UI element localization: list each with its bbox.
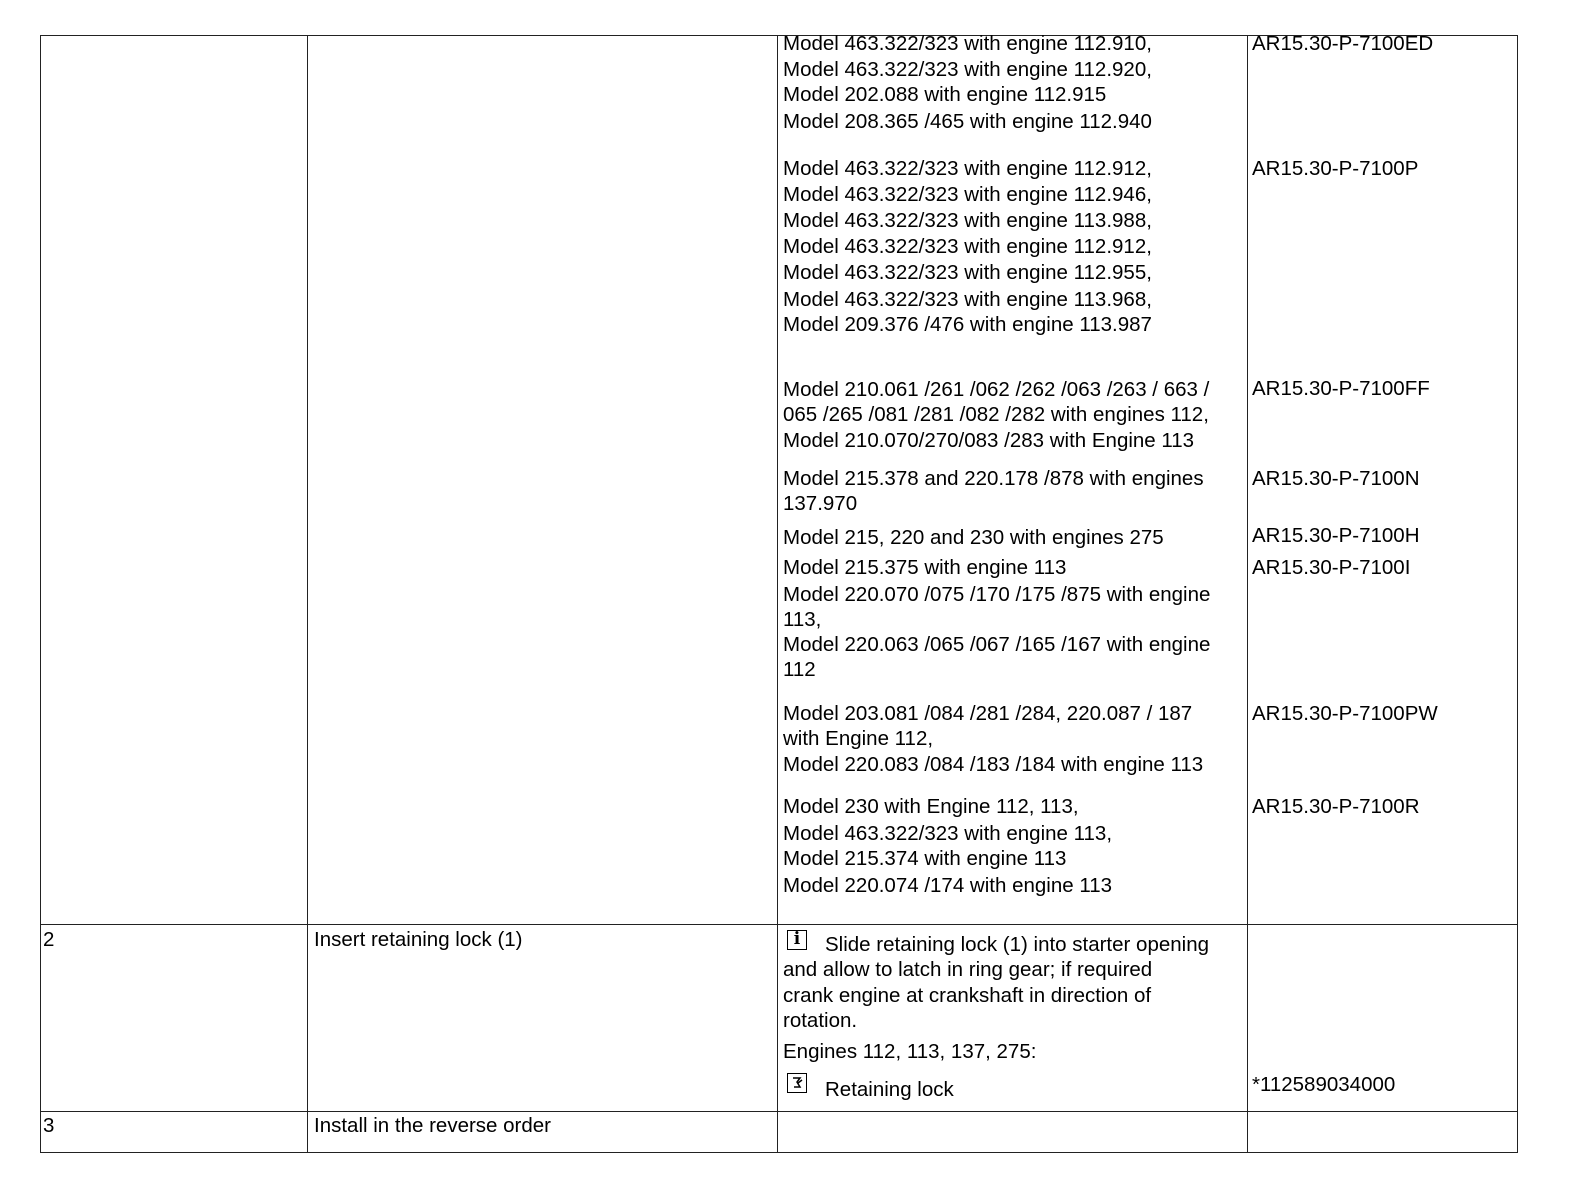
table-border-left [40, 35, 41, 1153]
model-line: with Engine 112, [783, 727, 934, 750]
model-line: Model 210.061 /261 /062 /262 /063 /263 / 663 / [783, 378, 1210, 401]
tool-label: Retaining lock [825, 1078, 954, 1101]
tool-part-number: *112589034000 [1252, 1073, 1396, 1096]
model-line: Model 220.063 /065 /067 /165 /167 with engine [783, 633, 1211, 656]
model-line: Model 215.374 with engine 113 [783, 847, 1067, 870]
table-border-bottom [40, 1152, 1518, 1153]
model-line: 137.970 [783, 492, 858, 515]
document-reference: AR15.30-P-7100I [1252, 556, 1411, 579]
row-divider [40, 1111, 1518, 1112]
note-line: Slide retaining lock (1) into starter opening [825, 933, 1210, 956]
note-line: and allow to latch in ring gear; if required [783, 958, 1153, 981]
row-divider [40, 924, 1518, 925]
model-line: Model 215.375 with engine 113 [783, 556, 1067, 579]
model-line: Model 463.322/323 with engine 112.910, [783, 32, 1152, 55]
model-line: Model 210.070/270/083 /283 with Engine 113 [783, 429, 1195, 452]
procedure-table [40, 35, 1518, 1153]
model-line: Model 220.074 /174 with engine 113 [783, 874, 1113, 897]
document-reference: AR15.30-P-7100P [1252, 157, 1419, 180]
model-line: Model 215.378 and 220.178 /878 with engines [783, 467, 1204, 490]
step-action: Install in the reverse order [314, 1114, 552, 1137]
document-reference: AR15.30-P-7100N [1252, 467, 1420, 490]
model-line: 112 [783, 658, 816, 681]
model-line: 065 /265 /081 /281 /082 /282 with engines 112, [783, 403, 1209, 426]
model-line: Model 463.322/323 with engine 113.988, [783, 209, 1152, 232]
model-line: Model 209.376 /476 with engine 113.987 [783, 313, 1152, 336]
wrench-glyph [789, 1074, 806, 1091]
column-divider [1247, 35, 1248, 1153]
model-line: 113, [783, 608, 822, 631]
model-line: Model 220.083 /084 /183 /184 with engine 113 [783, 753, 1204, 776]
model-line: Model 208.365 /465 with engine 112.940 [783, 110, 1152, 133]
document-reference: AR15.30-P-7100ED [1252, 32, 1434, 55]
model-line: Model 463.322/323 with engine 112.946, [783, 183, 1152, 206]
model-line: Model 463.322/323 with engine 112.912, [783, 157, 1152, 180]
model-line: Model 203.081 /084 /281 /284, 220.087 / 187 [783, 702, 1193, 725]
info-icon: i [787, 930, 807, 950]
model-line: Model 220.070 /075 /170 /175 /875 with engine [783, 583, 1211, 606]
document-reference: AR15.30-P-7100FF [1252, 377, 1430, 400]
step-number: 3 [43, 1114, 55, 1137]
engines-label: Engines 112, 113, 137, 275: [783, 1040, 1037, 1063]
model-line: Model 230 with Engine 112, 113, [783, 795, 1079, 818]
note-line: rotation. [783, 1009, 858, 1032]
column-divider [307, 35, 308, 1153]
model-line: Model 463.322/323 with engine 112.955, [783, 261, 1152, 284]
model-line: Model 463.322/323 with engine 113.968, [783, 288, 1152, 311]
step-action: Insert retaining lock (1) [314, 928, 523, 951]
table-border-right [1517, 35, 1518, 1153]
document-reference: AR15.30-P-7100H [1252, 524, 1420, 547]
step-number: 2 [43, 928, 55, 951]
model-line: Model 463.322/323 with engine 113, [783, 822, 1113, 845]
model-line: Model 215, 220 and 230 with engines 275 [783, 526, 1164, 549]
column-divider [777, 35, 778, 1153]
model-line: Model 202.088 with engine 112.915 [783, 83, 1107, 106]
document-reference: AR15.30-P-7100PW [1252, 702, 1438, 725]
note-line: crank engine at crankshaft in direction of [783, 984, 1152, 1007]
model-line: Model 463.322/323 with engine 112.912, [783, 235, 1152, 258]
special-tool-icon [787, 1073, 807, 1093]
model-line: Model 463.322/323 with engine 112.920, [783, 58, 1152, 81]
document-reference: AR15.30-P-7100R [1252, 795, 1420, 818]
